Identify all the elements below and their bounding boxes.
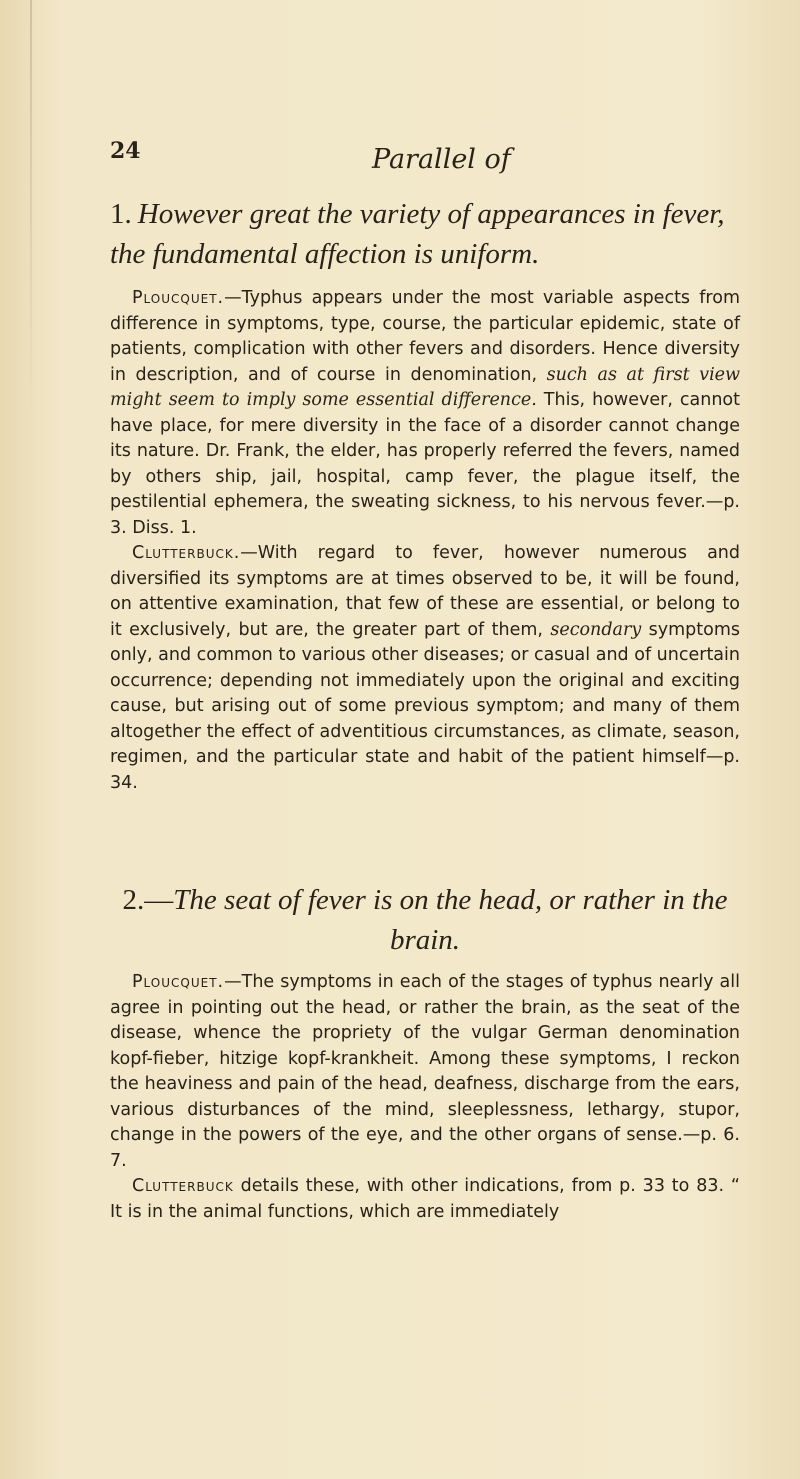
author-name: Clutterbuck [132, 1176, 234, 1196]
paragraph-italic: secondary [550, 619, 642, 640]
section-2 [110, 880, 740, 1225]
paragraph-text: symptoms only, and common to various other diseases; or casual and of uncertain occurrence; depending not immediately upon the original and exciting cause, but arising out of some previous symptom; and many of them altogether the effect of adventitious circumstances, as climate, season, regimen, and the particular state and habit of the patient himself—p. 34. [110, 619, 740, 793]
section-2-heading [110, 880, 740, 960]
page-number: 24 [110, 138, 141, 164]
section-1-heading [110, 194, 740, 274]
clutterbuck-paragraph-2 [110, 1174, 740, 1225]
ploucquet-paragraph-2 [110, 970, 740, 1174]
paragraph-italic: such as at first view might seem to imply some essential difference. [110, 364, 741, 410]
author-name: Clutterbuck. [132, 543, 241, 563]
paragraph-text: details these, with other indications, from p. 33 to 83. “ It is in the animal functions, which are immediately [110, 1176, 740, 1222]
section-2-title: The seat of fever is on the head, or rather in the brain. [173, 884, 728, 956]
paragraph-text: This, however, cannot have place, for mere diversity in the face of a disorder cannot change its nature. Dr. Frank, the elder, has properly referred the fevers, named by others ship, jail, hospital, camp fever, the plague itself, the pestilential ephemera, the sweating sickness, to his nervous fever.—p. 3. Diss. 1. [110, 390, 740, 538]
section-1-title: However great the variety of appearances in fever, the fundamental affection is uniform. [110, 198, 725, 270]
paragraph-text: —Typhus appears under the most variable aspects from difference in symptoms, type, course, the particular epidemic, state of patients, complication with other fevers and disorders. Hence diversity in description, and of course in denomination, [110, 288, 740, 385]
section-1 [110, 194, 740, 796]
author-name: Ploucquet. [132, 972, 225, 992]
paragraph-text: —The symptoms in each of the stages of typhus nearly all agree in pointing out the head, or rather the brain, as the seat of the disease, whence the propriety of the vulgar German denomination kopf-fieber, hitzige kopf-krankheit. Among these symptoms, I reckon the heaviness and pain of the head, deafness, discharge from the ears, various disturbances of the mind, sleeplessness, lethargy, stupor, change in the powers of the eye, and the other organs of sense.—p. 6. 7. [110, 972, 740, 1171]
running-title: Parallel of [372, 144, 511, 175]
page-edge-shadow [30, 0, 32, 420]
ploucquet-paragraph-1 [110, 286, 740, 541]
section-2-number: 2.— [122, 884, 174, 916]
page-header [110, 138, 710, 178]
author-name: Ploucquet. [132, 288, 225, 308]
paragraph-text: —With regard to fever, however numerous and diversified its symptoms are at times observed to be, it will be found, on attentive examination, that few of these are essential, or belong to it exclusively, but are, the greater part of them, [110, 543, 740, 640]
clutterbuck-paragraph-1 [110, 541, 740, 796]
section-1-number: 1. [110, 198, 132, 230]
